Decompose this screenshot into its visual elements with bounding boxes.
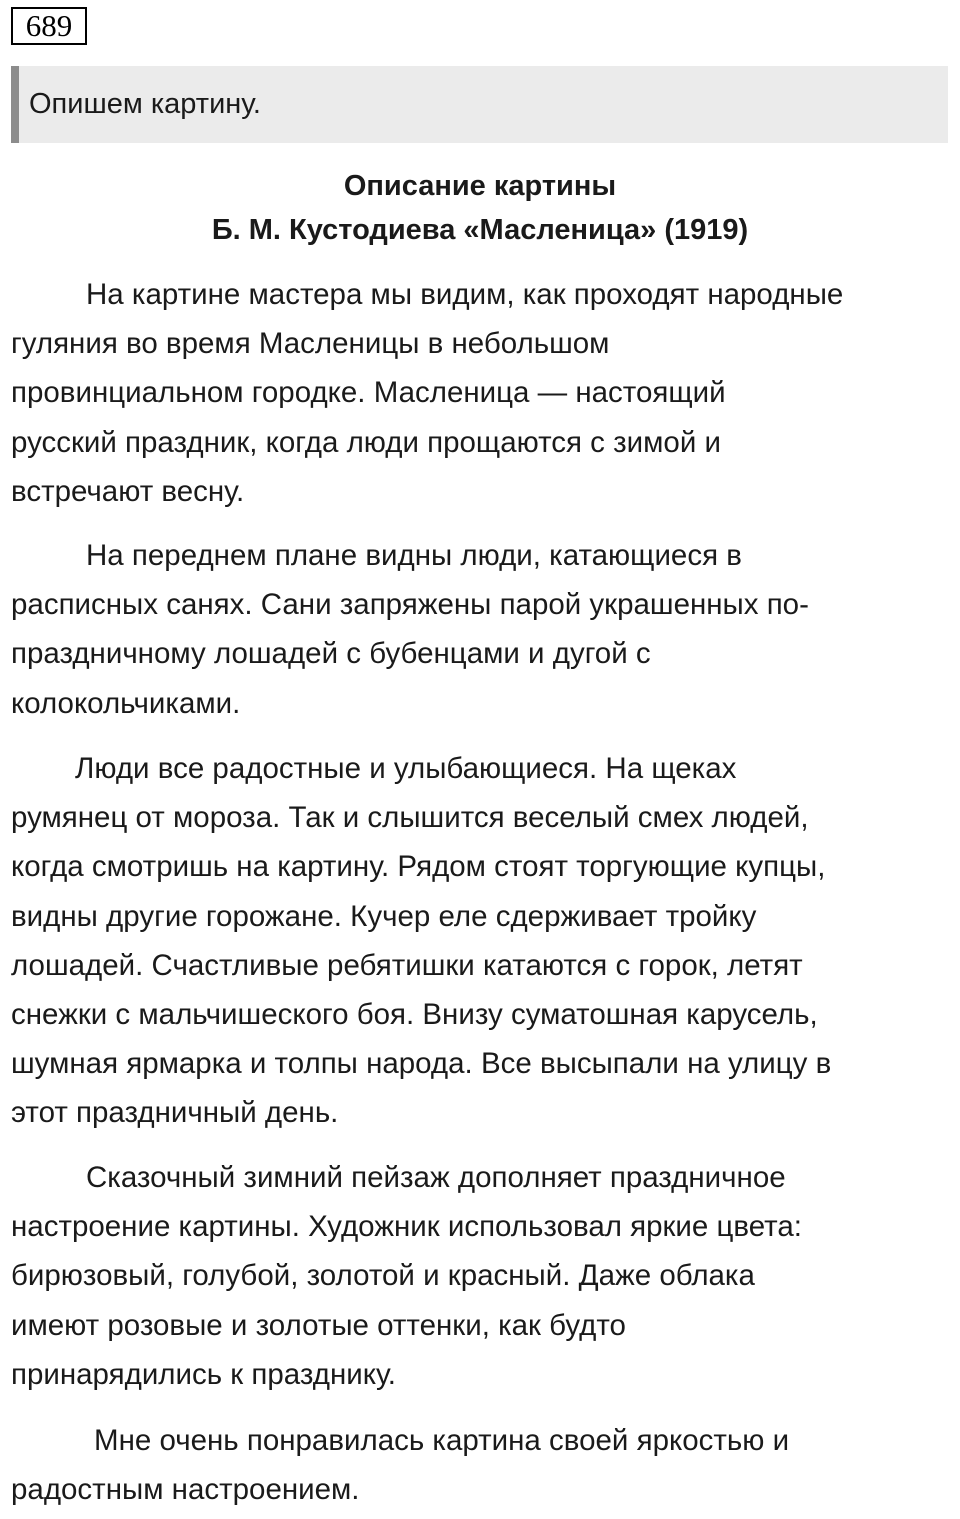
paragraph-line: Сказочный зимний пейзаж дополняет праздничное xyxy=(86,1161,786,1194)
paragraph-5 xyxy=(11,1416,956,1514)
paragraph-line: лошадей. Счастливые ребятишки катаются с горок, летят xyxy=(11,948,803,982)
instruction-text: Опишем картину. xyxy=(29,88,261,120)
paragraph-line: На переднем плане видны люди, катающиеся в xyxy=(86,539,742,572)
task-number: 689 xyxy=(11,7,87,45)
paragraph-line: гуляния во время Масленицы в небольшом xyxy=(11,327,610,361)
essay-title-line-1: Описание картины xyxy=(343,170,617,202)
paragraph-line: шумная ярмарка и толпы народа. Все высыпали на улицу в xyxy=(11,1047,832,1081)
paragraph-line: румянец от мороза. Так и слышится веселый смех людей, xyxy=(11,801,809,835)
paragraph-line: праздничному лошадей с бубенцами и дугой с xyxy=(11,637,651,671)
paragraph-line: Люди все радостные и улыбающиеся. На щеках xyxy=(75,752,737,785)
paragraph-line: На картине мастера мы видим, как проходят народные xyxy=(86,278,844,311)
paragraph-line: этот праздничный день. xyxy=(11,1096,339,1130)
paragraph-1 xyxy=(11,270,956,516)
paragraph-line: принарядились к празднику. xyxy=(11,1357,396,1391)
paragraph-line: имеют розовые и золотые оттенки, как будто xyxy=(11,1308,626,1342)
instruction-banner xyxy=(11,66,948,143)
essay-title-line-2: Б. М. Кустодиева «Масленица» (1919) xyxy=(211,214,749,246)
paragraph-line: Мне очень понравилась картина своей яркостью и xyxy=(94,1424,790,1457)
paragraph-line: снежки с мальчишеского боя. Внизу суматошная карусель, xyxy=(11,997,818,1031)
paragraph-line: бирюзовый, голубой, золотой и красный. Даже облака xyxy=(11,1259,755,1293)
paragraph-line: видны другие горожане. Кучер еле сдерживает тройку xyxy=(11,899,757,933)
paragraph-2 xyxy=(11,531,956,728)
essay-title xyxy=(0,164,960,252)
paragraph-line: когда смотришь на картину. Рядом стоят торгующие купцы, xyxy=(11,850,826,884)
paragraph-line: настроение картины. Художник использовал яркие цвета: xyxy=(11,1210,802,1244)
paragraph-line: русский праздник, когда люди прощаются с зимой и xyxy=(11,425,721,459)
paragraph-3 xyxy=(11,744,956,1138)
paragraph-line: радостным настроением. xyxy=(11,1473,360,1507)
paragraph-line: расписных санях. Сани запряжены парой украшенных по- xyxy=(11,588,809,622)
paragraph-4 xyxy=(11,1153,956,1399)
paragraph-line: колокольчиками. xyxy=(11,686,241,720)
paragraph-line: провинциальном городке. Масленица — настоящий xyxy=(11,376,726,410)
paragraph-line: встречают весну. xyxy=(11,474,245,508)
